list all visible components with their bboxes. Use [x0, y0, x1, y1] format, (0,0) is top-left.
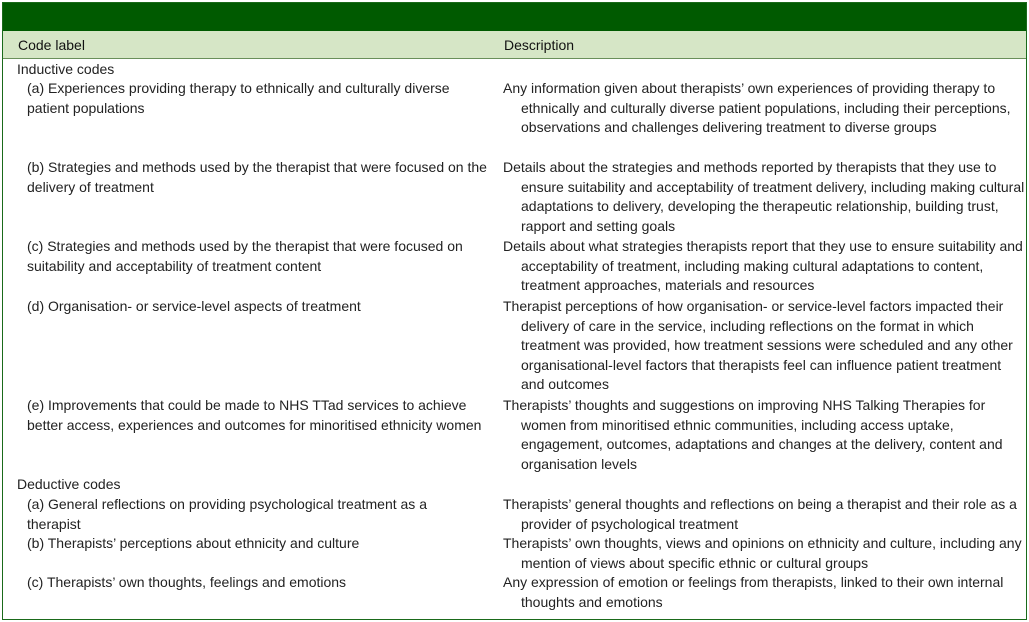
- table-row-code: (b) Therapists’ perceptions about ethnicity and culture: [27, 535, 360, 551]
- section-deductive-codes: Deductive codes: [17, 476, 121, 492]
- section-inductive-codes: Inductive codes: [17, 61, 115, 77]
- table-row-description: Details about the strategies and methods reported by therapists that they use to ensure suitability and acceptability of treatment delivery, including making cultural adaptations to delivery, developing the therapeutic relationship, building trust, rapport and setting goals: [503, 159, 1025, 234]
- table-row-description: Any expression of emotion or feelings from therapists, linked to their own internal thoughts and emotions: [503, 574, 1004, 610]
- table-row-description: Any information given about therapists’ own experiences of providing therapy to ethnically and culturally diverse patient populations, including their perceptions, observations and challenges delivering treatment to diverse groups: [503, 80, 1011, 136]
- table-row-description: Details about what strategies therapists report that they use to ensure suitability and acceptability of treatment, including making cultural adaptations to content, treatment approaches, materials and resources: [503, 238, 1023, 294]
- table-row-code: (a) General reflections on providing psychological treatment as a therapist: [27, 496, 427, 532]
- table-row-description: Therapists’ general thoughts and reflections on being a therapist and their role as a provider of psychological treatment: [503, 496, 1017, 532]
- column-header-description: Description: [504, 37, 575, 53]
- table-row-code: (a) Experiences providing therapy to ethnically and culturally diverse patient populations: [27, 80, 450, 116]
- table-row-code: (d) Organisation- or service-level aspects of treatment: [27, 298, 361, 314]
- column-header-code-label: Code label: [18, 37, 85, 53]
- table-header-row: [3, 31, 1026, 59]
- table-row-description: Therapists’ thoughts and suggestions on improving NHS Talking Therapies for women from minoritised ethnic communities, including access uptake, engagement, outcomes, adaptations and changes at the delivery, content and organisation levels: [503, 397, 1003, 472]
- table-title-bar: [3, 3, 1026, 31]
- table-row-code: (e) Improvements that could be made to NHS TTad services to achieve better access, experiences and outcomes for minoritised ethnicity women: [27, 397, 482, 433]
- table-row-description: Therapist perceptions of how organisation- or service-level factors impacted their delivery of care in the service, including reflections on the format in which treatment was provided, how treatment sessions were scheduled and any other organisational-level factors that therapists feel can influence patient treatment and outcomes: [503, 298, 1013, 393]
- table-row-description: Therapists’ own thoughts, views and opinions on ethnicity and culture, including any mention of views about specific ethnic or cultural groups: [503, 535, 1022, 571]
- table-row-code: (b) Strategies and methods used by the therapist that were focused on the delivery of treatment: [27, 159, 487, 195]
- table-row-code: (c) Strategies and methods used by the therapist that were focused on suitability and acceptability of treatment content: [27, 238, 463, 274]
- table-row-code: (c) Therapists’ own thoughts, feelings and emotions: [27, 574, 347, 590]
